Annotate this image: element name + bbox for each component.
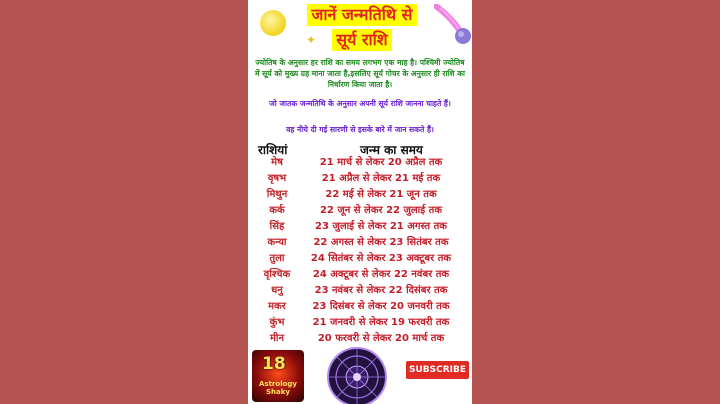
table-row — [248, 155, 472, 171]
table-row — [248, 203, 472, 219]
title-line-1: जानें जन्मतिथि से — [307, 4, 416, 26]
rashi-name: सिंह — [269, 221, 285, 232]
intro-paragraph-2: जो जातक जन्मतिथि के अनुसार अपनी सूर्य राशि जानना चाहते हैं। — [269, 99, 451, 108]
table-row — [248, 251, 472, 267]
rashi-name: कन्या — [267, 237, 287, 248]
moon-icon — [260, 10, 286, 36]
rashi-period: 22 मई से लेकर 21 जून तक — [325, 189, 437, 200]
right-background — [472, 0, 720, 404]
rashi-period: 21 अप्रैल से लेकर 21 मई तक — [321, 173, 441, 184]
title-line-2: सूर्य राशि — [332, 29, 391, 51]
logo-brand: Astrology Shaky — [259, 380, 297, 396]
rashi-name: मकर — [268, 301, 286, 312]
rashi-name: मेष — [271, 157, 283, 168]
rashi-name: तुला — [269, 253, 285, 264]
intro-paragraph-1: ज्योतिष के अनुसार हर राशि का समय लगभग एक माह है। पश्चिमी ज्योतिष में सूर्य को मुख्य ग्रह माना जाता है,इसलिए सूर्य गोचर के अनुसार ही राशि का निर्धारण किया जाता है। — [254, 58, 466, 89]
rashi-period: 23 दिसंबर से लेकर 20 जनवरी तक — [312, 301, 450, 312]
rashi-name: कर्क — [269, 205, 285, 216]
channel-logo[interactable] — [252, 350, 304, 402]
rashi-period: 23 नवंबर से लेकर 22 दिसंबर तक — [314, 285, 448, 296]
table-row — [248, 219, 472, 235]
sparkle-icon: ✦ — [306, 33, 317, 47]
table-row — [248, 187, 472, 203]
rashi-period: 20 फरवरी से लेकर 20 मार्च तक — [317, 333, 445, 344]
left-background — [0, 0, 248, 404]
rashi-name: धनु — [271, 285, 283, 296]
table-row — [248, 283, 472, 299]
rashi-name: मिथुन — [266, 189, 288, 200]
shorts-video-frame[interactable] — [248, 0, 472, 404]
rashi-period: 22 अगस्त से लेकर 23 सितंबर तक — [313, 237, 449, 248]
rashi-period: 22 जून से लेकर 22 जुलाई तक — [319, 205, 443, 216]
rashi-name: वृश्चिक — [263, 269, 291, 280]
logo-number: 18 — [262, 354, 286, 374]
table-row — [248, 315, 472, 331]
rashi-name: कुंभ — [269, 317, 285, 328]
zodiac-wheel-icon — [326, 346, 388, 404]
page-title — [300, 4, 424, 56]
header-rashi: राशियां — [258, 143, 288, 157]
intro-paragraph-3: वह नीचे दी गई सारणी से इसके बारे में जान सकते हैं। — [286, 125, 434, 134]
rashi-period: 21 मार्च से लेकर 20 अप्रैल तक — [319, 157, 443, 168]
table-row — [248, 299, 472, 315]
rashi-period: 21 जनवरी से लेकर 19 फरवरी तक — [312, 317, 450, 328]
subscribe-button[interactable]: SUBSCRIBE — [406, 361, 469, 379]
table-row — [248, 235, 472, 251]
table-row — [248, 171, 472, 187]
comet-icon — [434, 4, 472, 48]
table-row — [248, 267, 472, 283]
rashi-name: वृषभ — [267, 173, 287, 184]
header-birth-time: जन्म का समय — [360, 143, 423, 157]
rashi-period: 24 सितंबर से लेकर 23 अक्टूबर तक — [310, 253, 452, 264]
rashi-period: 23 जुलाई से लेकर 21 अगस्त तक — [315, 221, 447, 232]
rashi-name: मीन — [269, 333, 285, 344]
table-row — [248, 331, 472, 347]
rashi-period: 24 अक्टूबर से लेकर 22 नवंबर तक — [312, 269, 450, 280]
